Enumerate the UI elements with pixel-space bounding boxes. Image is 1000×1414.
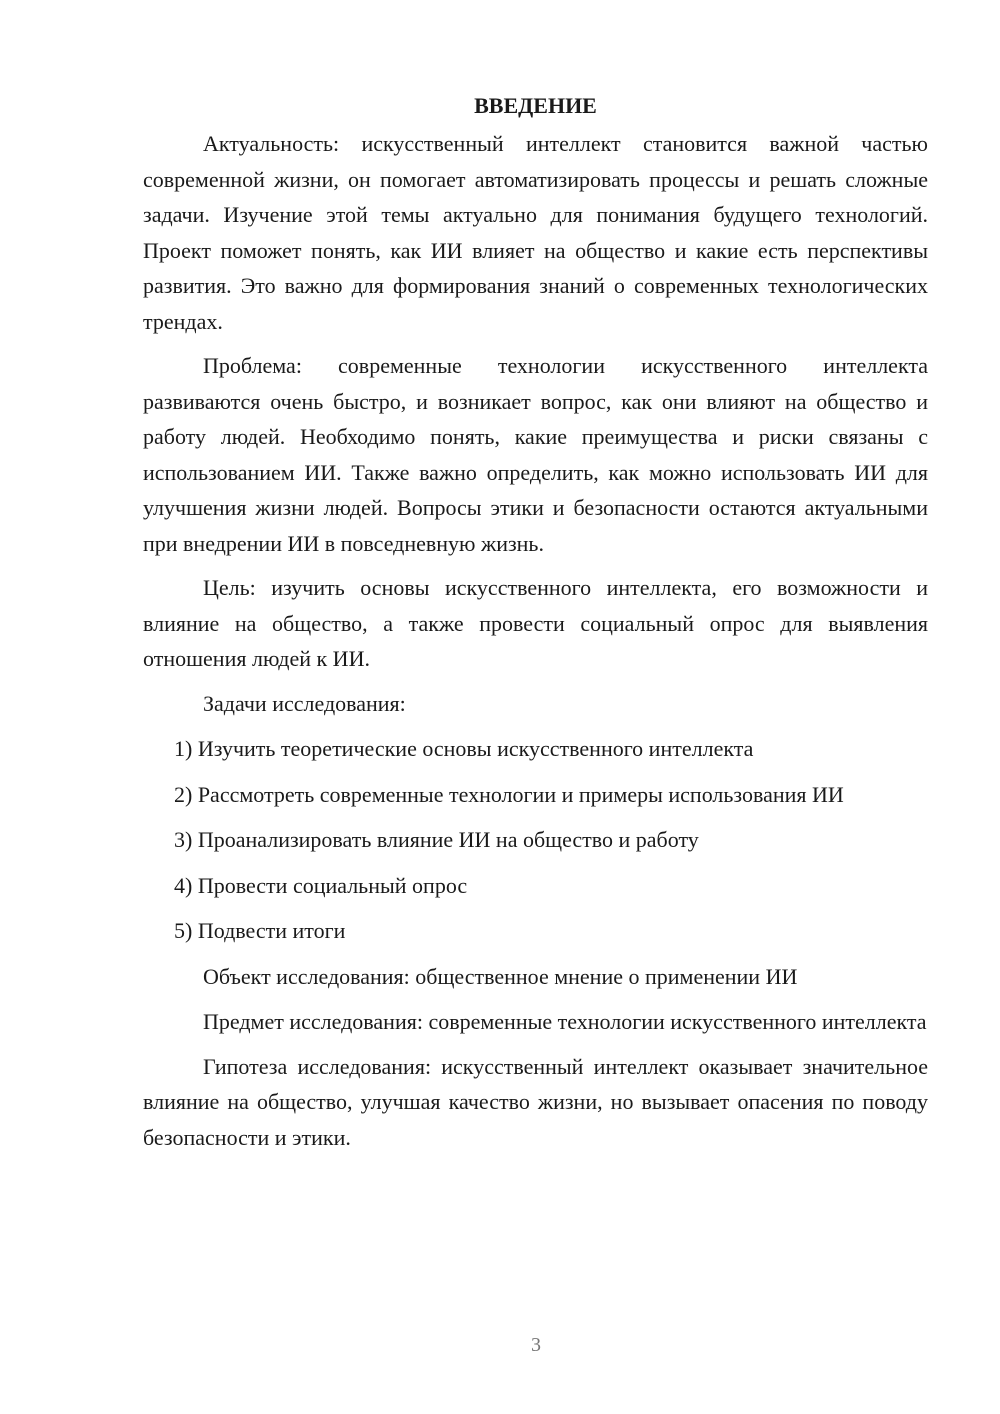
task-item-4: 4) Провести социальный опрос bbox=[174, 872, 468, 898]
task-item-1: 1) Изучить теоретические основы искусственного интеллекта bbox=[174, 736, 754, 761]
problem-paragraph: Проблема: современные технологии искусственного интеллекта развиваются очень быстро, и возникает вопрос, как они влияют на общество и работу людей. Необходимо понять, какие преимущества и риски связаны с использованием ИИ. Также важно определить, как можно использовать ИИ для улучшения жизни людей. Вопросы этики и безопасности остаются актуальными при внедрении ИИ в повседневную жизнь. bbox=[143, 353, 928, 556]
document-page bbox=[143, 90, 928, 1164]
research-object-paragraph: Объект исследования: общественное мнение о применении ИИ bbox=[203, 963, 798, 989]
page-number: 3 bbox=[531, 1334, 541, 1356]
page-title: ВВЕДЕНИЕ bbox=[474, 93, 597, 118]
task-item-5: 5) Подвести итоги bbox=[174, 918, 346, 943]
relevance-paragraph: Актуальность: искусственный интеллект становится важной частью современной жизни, он помогает автоматизировать процессы и решать сложные задачи. Изучение этой темы актуально для понимания будущего технологий. Проект поможет понять, как ИИ влияет на общество и какие есть перспективы развития. Это важно для формирования знаний о современных технологических трендах. bbox=[143, 131, 928, 334]
hypothesis-paragraph: Гипотеза исследования: искусственный интеллект оказывает значительное влияние на общество, улучшая качество жизни, но вызывает опасения по поводу безопасности и этики. bbox=[143, 1053, 928, 1150]
research-subject-paragraph: Предмет исследования: современные технологии искусственного интеллекта bbox=[203, 1009, 927, 1034]
task-item-3: 3) Проанализировать влияние ИИ на общество и работу bbox=[174, 827, 699, 852]
tasks-heading: Задачи исследования: bbox=[203, 690, 406, 716]
goal-paragraph: Цель: изучить основы искусственного интеллекта, его возможности и влияние на общество, а также провести социальный опрос для выявления отношения людей к ИИ. bbox=[143, 575, 928, 671]
task-item-2: 2) Рассмотреть современные технологии и примеры использования ИИ bbox=[174, 781, 844, 807]
